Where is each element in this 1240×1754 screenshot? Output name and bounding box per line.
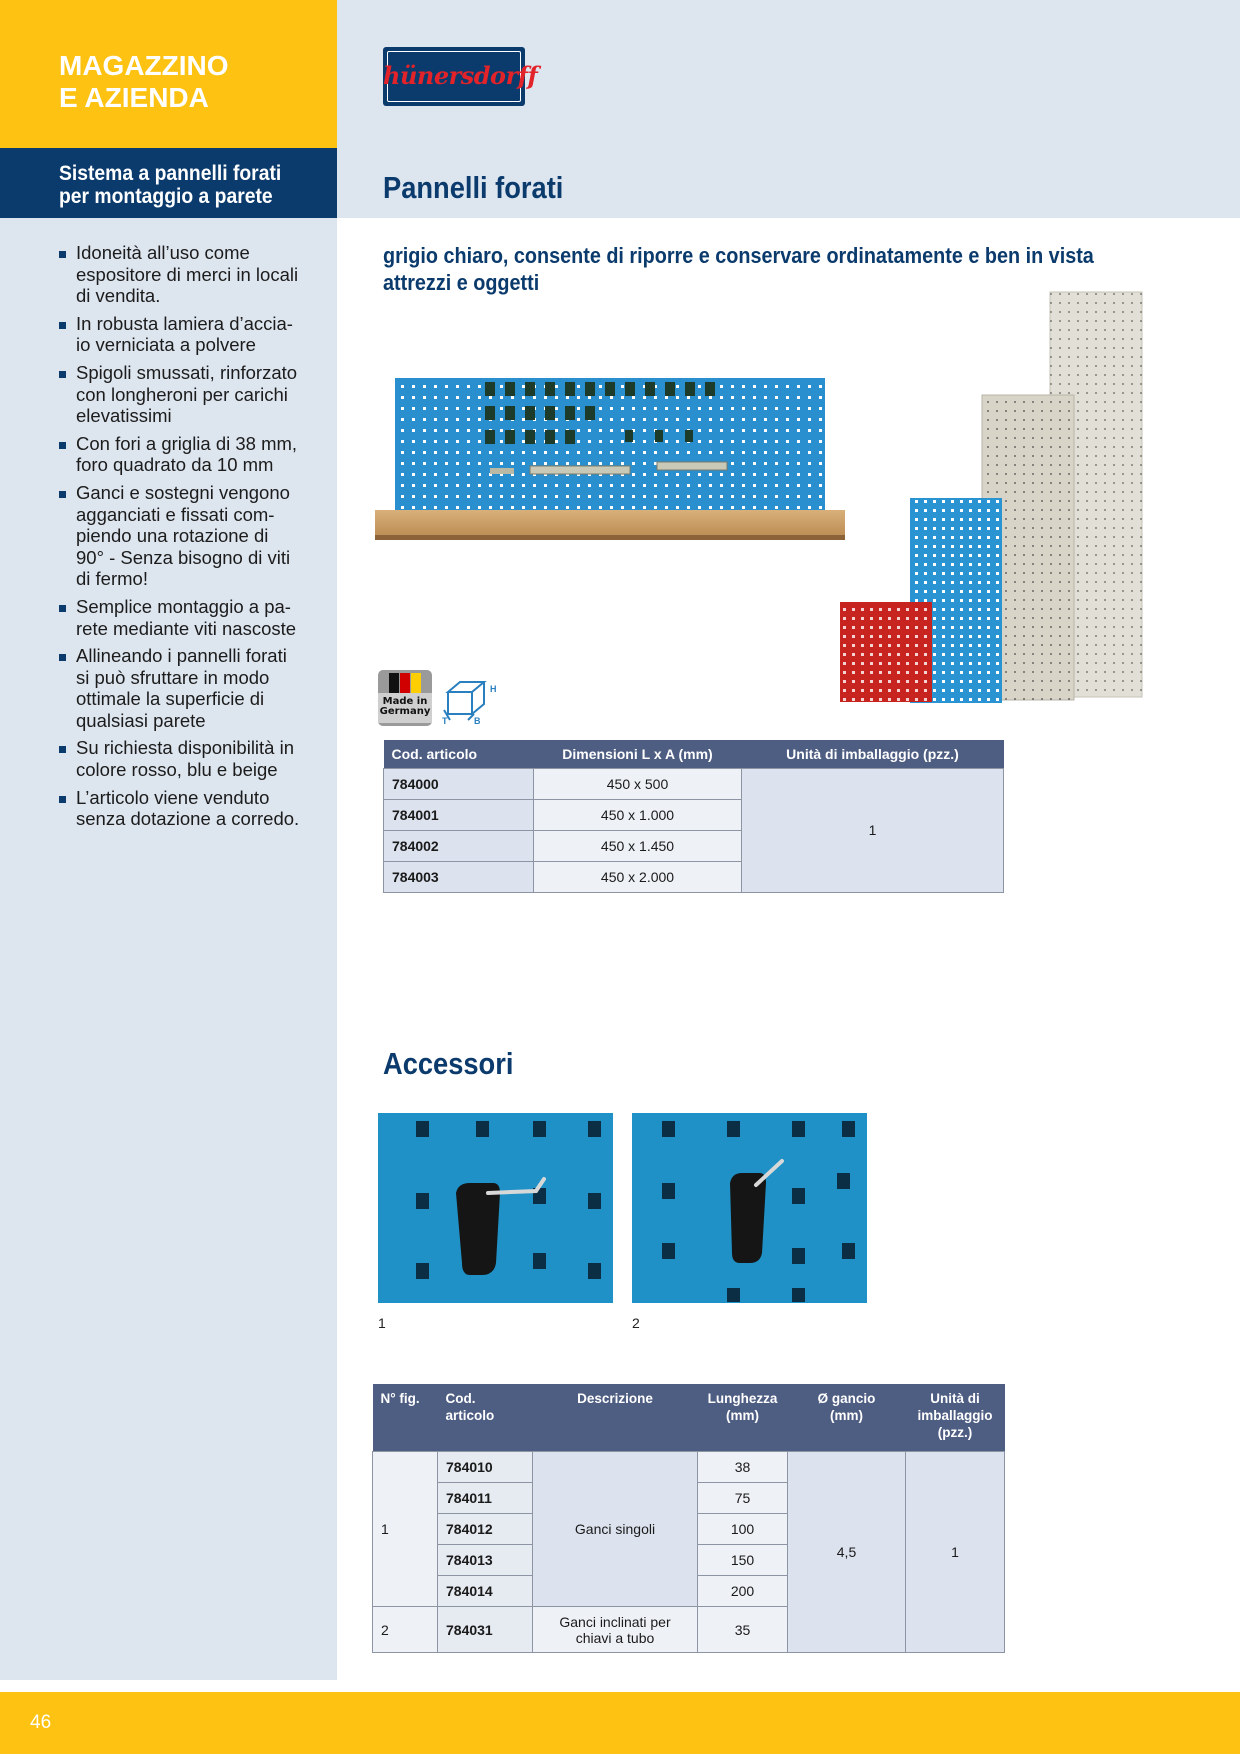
packaging-unit: 1 [742, 768, 1004, 892]
dimensions-value: 450 x 1.450 [534, 830, 742, 861]
feature-item: Con fori a griglia di 38 mm, foro quadrato da 10 mm [59, 433, 329, 476]
col-header-unit: Unità di imballaggio (pzz.) [742, 740, 1004, 768]
length-value: 150 [698, 1545, 788, 1576]
article-code: 784012 [438, 1514, 533, 1545]
page-title: Pannelli forati [383, 170, 564, 205]
col-header-code: Cod. articolo [384, 740, 534, 768]
dimensions-value: 450 x 1.000 [534, 799, 742, 830]
article-code: 784013 [438, 1545, 533, 1576]
figure-number: 1 [373, 1452, 438, 1607]
col-header-code: Cod. articolo [438, 1384, 533, 1452]
dimensions-cube-icon [440, 670, 496, 726]
width-letter: B [474, 716, 481, 726]
col-header-fig: N° fig. [373, 1384, 438, 1452]
article-code: 784000 [384, 768, 534, 799]
height-letter: H [490, 684, 496, 694]
accessories-title: Accessori [383, 1046, 514, 1081]
product-subtitle: grigio chiaro, consente di riporre e conservare ordinatamente e ben in vista attrezzi e oggetti [383, 243, 1094, 295]
length-value: 75 [698, 1483, 788, 1514]
length-value: 100 [698, 1514, 788, 1545]
article-code: 784003 [384, 861, 534, 892]
length-value: 200 [698, 1576, 788, 1607]
table-header-row [384, 740, 1004, 768]
feature-item: Spigoli smussati, rinforzato con longheroni per carichi elevatissimi [59, 362, 329, 427]
figure-number: 2 [373, 1607, 438, 1653]
col-header-dimensions: Dimensioni L x A (mm) [534, 740, 742, 768]
col-header-hook-diameter: Ø gancio (mm) [788, 1384, 906, 1452]
description: Ganci inclinati per chiavi a tubo [533, 1607, 698, 1653]
section-subtitle: Sistema a pannelli forati per montaggio a parete [59, 162, 282, 208]
feature-list [59, 242, 329, 836]
col-header-length: Lunghezza (mm) [698, 1384, 788, 1452]
table-header-row [373, 1384, 1005, 1452]
hook-diameter: 4,5 [788, 1452, 906, 1653]
col-header-description: Descrizione [533, 1384, 698, 1452]
feature-item: L’articolo viene venduto senza dotazione a corredo. [59, 787, 329, 830]
packaging-unit: 1 [906, 1452, 1005, 1653]
page-footer [0, 1692, 1240, 1754]
dimensions-value: 450 x 2.000 [534, 861, 742, 892]
col-header-unit: Unità di imballaggio (pzz.) [906, 1384, 1005, 1452]
angled-hook-image [632, 1113, 867, 1303]
length-value: 38 [698, 1452, 788, 1483]
figure-label-2: 2 [632, 1315, 640, 1331]
feature-item: Semplice montaggio a pa- rete mediante viti nascoste [59, 596, 329, 639]
article-code: 784014 [438, 1576, 533, 1607]
panels-sizes-image [840, 290, 1145, 705]
article-code: 784031 [438, 1607, 533, 1653]
made-in-germany-badge [378, 670, 432, 726]
feature-item: Allineando i pannelli forati si può sfruttare in modo ottimale la superficie di qualsiasi parete [59, 645, 329, 731]
made-in-label: Made in Germany [378, 693, 432, 723]
feature-item: Idoneità all’uso come espositore di merci in locali di vendita. [59, 242, 329, 307]
dimensions-value: 450 x 500 [534, 768, 742, 799]
brand-logo [383, 47, 538, 106]
article-code: 784010 [438, 1452, 533, 1483]
article-code: 784011 [438, 1483, 533, 1514]
table-row [384, 768, 1004, 799]
accessories-table [372, 1384, 1005, 1653]
single-hook-image [378, 1113, 613, 1303]
feature-item: Ganci e sostegni vengono agganciati e fissati com- piendo una rotazione di 90° - Senza bisogno di viti di fermo! [59, 482, 329, 590]
length-value: 35 [698, 1607, 788, 1653]
workbench-panel-image [375, 370, 845, 545]
section-title: MAGAZZINO E AZIENDA [59, 50, 229, 113]
article-code: 784002 [384, 830, 534, 861]
depth-letter: T [442, 716, 448, 726]
feature-item: In robusta lamiera d’accia- io verniciata a polvere [59, 313, 329, 356]
page-number: 46 [30, 1712, 52, 1733]
article-code: 784001 [384, 799, 534, 830]
panels-table [383, 740, 1004, 893]
figure-label-1: 1 [378, 1315, 386, 1331]
description: Ganci singoli [533, 1452, 698, 1607]
brand-logo-text: hünersdorff [383, 61, 538, 90]
table-row [373, 1452, 1005, 1483]
feature-item: Su richiesta disponibilità in colore rosso, blu e beige [59, 737, 329, 780]
